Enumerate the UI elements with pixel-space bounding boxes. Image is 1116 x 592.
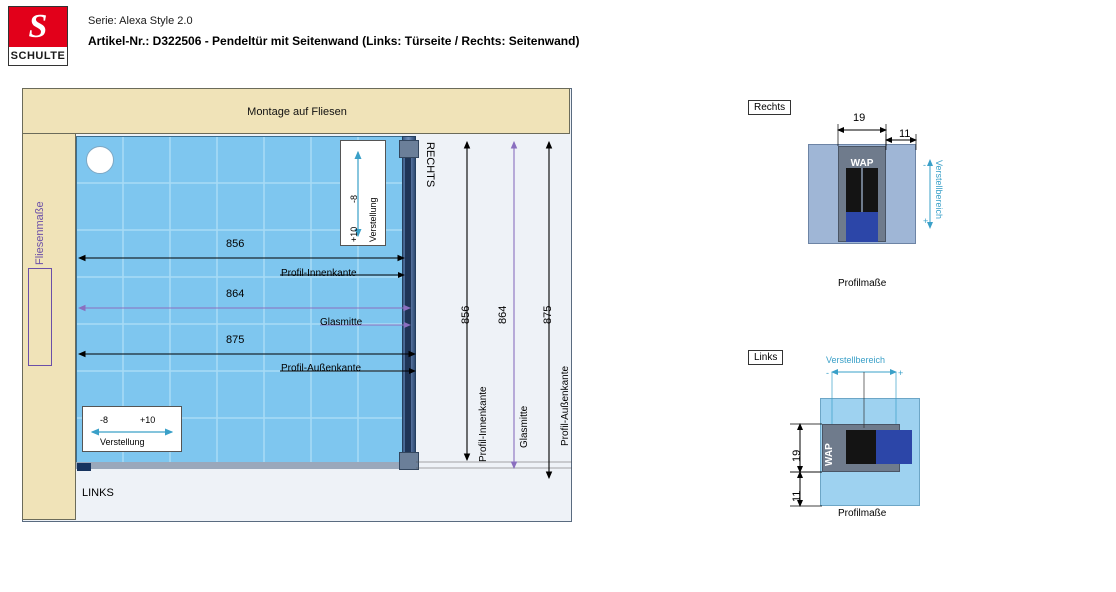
hdim-875-note: Profil-Außenkante (281, 363, 362, 374)
label-links: LINKS (82, 487, 114, 499)
detail-right-caption: Profilmaße (838, 278, 887, 289)
verstellung-bottom-label: Verstellung (100, 437, 145, 447)
detail-right-tag: Rechts (748, 100, 791, 115)
vdim-856-note: Profil-Innenkante (478, 386, 489, 462)
verstellung-bottom-minus: -8 (100, 415, 109, 425)
hdim-864-note: Glasmitte (320, 317, 363, 328)
verstellung-bottom-plus: +10 (140, 415, 156, 425)
detail-right-plus: + (923, 216, 929, 226)
vdim-856-value: 856 (460, 305, 472, 324)
hdim-864-value: 864 (226, 288, 245, 300)
vdim-875-note: Profil-Außenkante (560, 365, 571, 446)
detail-left-plus: + (898, 368, 904, 378)
label-rechts: RECHTS (424, 142, 436, 188)
vdim-864-value: 864 (497, 305, 509, 324)
detail-left-wap-label: WAP (824, 443, 835, 466)
fliesenmasse-label: Fliesenmaße (34, 201, 46, 265)
hdim-856-note: Profil-Innenkante (281, 268, 357, 279)
logo-letter: S (28, 8, 48, 45)
detail-right-minus: - (923, 160, 926, 170)
detail-left-dim-19: 19 (791, 449, 803, 462)
detail-left-tag: Links (748, 350, 783, 365)
verstellung-top-minus: -8 (349, 194, 359, 203)
detail-right-verstellbereich: Verstellbereich (934, 160, 944, 220)
logo-wordmark: SCHULTE (10, 50, 66, 62)
article-title: Artikel-Nr.: D322506 - Pendeltür mit Seitenwand (Links: Türseite / Rechts: Seitenwand) (88, 34, 580, 48)
verstellung-top-label: Verstellung (368, 197, 378, 242)
detail-left-verstellbereich: Verstellbereich (826, 355, 886, 365)
vdim-864-note: Glasmitte (519, 405, 530, 448)
detail-right-wap-label: WAP (850, 158, 874, 169)
detail-left-caption: Profilmaße (838, 508, 887, 519)
series-label: Serie: Alexa Style 2.0 (88, 15, 193, 27)
verstellung-top-plus: +10 (349, 226, 359, 242)
detail-right-dim-11: 11 (899, 128, 911, 140)
hdim-875-value: 875 (226, 334, 245, 346)
detail-left-dim-11: 11 (791, 490, 803, 502)
hdim-856-value: 856 (226, 238, 245, 250)
montage-label: Montage auf Fliesen (247, 106, 347, 118)
detail-left-minus: - (826, 368, 829, 378)
detail-right-dim-19: 19 (853, 112, 866, 124)
vdim-875-value: 875 (542, 305, 554, 324)
